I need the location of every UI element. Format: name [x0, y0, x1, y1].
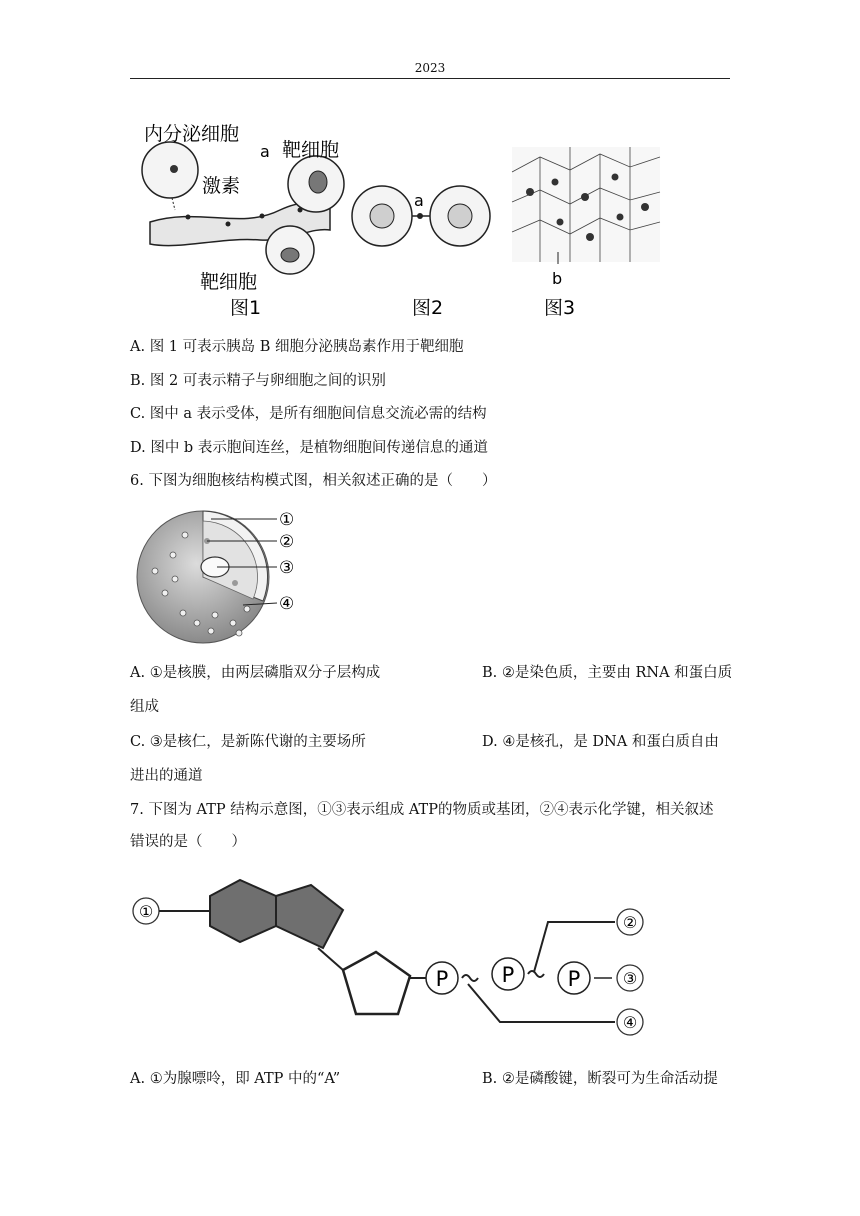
q6-option-c: C. ③是核仁，是新陈代谢的主要场所	[130, 734, 366, 750]
atp-phosphate-2: P	[501, 963, 515, 987]
fig2-cell-contact	[352, 186, 490, 319]
q7-stem-line1: 7. 下图为 ATP 结构示意图，①③表示组成 ATP的物质或基团，②④表示化学键，相关叙述	[130, 802, 714, 818]
fig2-caption: 图2	[412, 297, 444, 319]
q5-option-b: B. 图 2 可表示精子与卵细胞之间的识别	[130, 373, 386, 389]
fig2-label-a: a	[414, 191, 424, 210]
atp-label-1: ①	[138, 902, 154, 921]
q6-option-d-line2: 进出的通道	[130, 768, 203, 784]
q5-cell-communication-figure	[130, 112, 670, 327]
q5-option-a: A. 图 1 可表示胰岛 B 细胞分泌胰岛素作用于靶细胞	[130, 339, 464, 355]
header-rule	[130, 78, 730, 79]
q5-option-c: C. 图中 a 表示受体，是所有细胞间信息交流必需的结构	[130, 406, 487, 422]
q6-label-3: ③	[279, 558, 295, 578]
q6-label-4: ④	[279, 594, 295, 614]
q7-stem-line2: 错误的是（ ）	[130, 834, 246, 850]
label-endocrine-cell: 内分泌细胞	[144, 123, 240, 145]
fig1-label-a: a	[260, 142, 270, 161]
q6-nucleus-diagram	[135, 505, 310, 647]
atp-label-2: ②	[622, 913, 638, 932]
fig3-plasmodesmata	[512, 147, 660, 319]
header-year: 2023	[414, 61, 446, 75]
q7-option-a: A. ①为腺嘌呤，即 ATP 中的“A”	[130, 1071, 341, 1087]
label-target-cell-bottom: 靶细胞	[200, 271, 258, 293]
q6-option-a: A. ①是核膜，由两层磷脂双分子层构成	[130, 665, 381, 681]
q5-option-d: D. 图中 b 表示胞间连丝，是植物细胞间传递信息的通道	[130, 440, 488, 456]
atp-label-3: ③	[622, 969, 638, 988]
label-hormone: 激素	[202, 175, 241, 197]
q6-option-b-line2: 组成	[130, 699, 159, 715]
q6-option-d-line1: D. ④是核孔，是 DNA 和蛋白质自由	[482, 734, 719, 750]
q6-label-1: ①	[279, 510, 295, 530]
fig1-caption: 图1	[230, 297, 262, 319]
fig1-endocrine-signaling	[142, 123, 344, 319]
fig3-caption: 图3	[544, 297, 576, 319]
label-target-cell-top: 靶细胞	[282, 139, 340, 161]
q6-option-b-line1: B. ②是染色质，主要由 RNA 和蛋白质	[482, 665, 733, 681]
atp-phosphate-3: P	[567, 967, 581, 991]
q7-option-b: B. ②是磷酸键，断裂可为生命活动提	[482, 1071, 718, 1087]
atp-label-4: ④	[622, 1013, 638, 1032]
fig3-label-b: b	[552, 269, 563, 288]
q6-stem: 6. 下图为细胞核结构模式图，相关叙述正确的是（ ）	[130, 473, 497, 489]
q6-label-2: ②	[279, 532, 295, 552]
q7-atp-diagram	[128, 870, 658, 1040]
atp-phosphate-1: P	[435, 967, 449, 991]
